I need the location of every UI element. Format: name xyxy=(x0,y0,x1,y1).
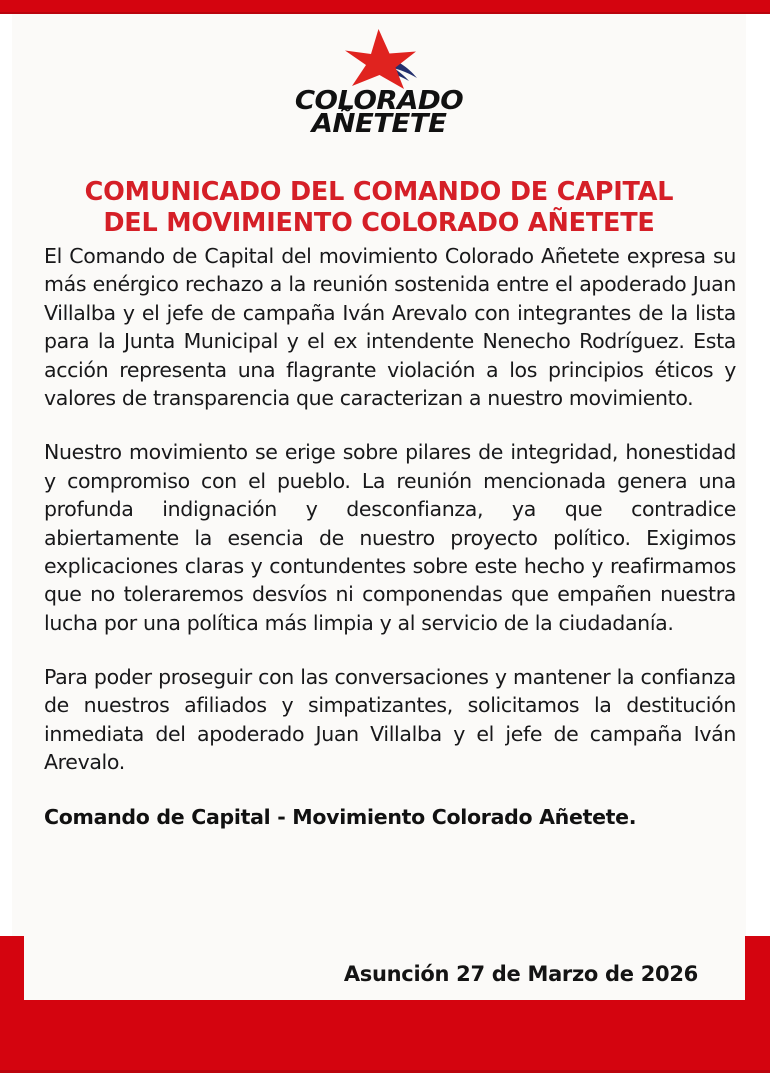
logo-wordmark xyxy=(12,86,746,139)
top-red-band xyxy=(0,0,770,12)
logo-wordmark-line1: COLORADO xyxy=(294,86,464,116)
dateline: Asunción 27 de Marzo de 2026 xyxy=(343,962,698,986)
brand-logo xyxy=(12,26,746,144)
bottom-red-band-shadow xyxy=(0,1070,770,1073)
statement-paragraph-2: Nuestro movimiento se erige sobre pilares de integridad, honestidad y compromiso con el pueblo. La reunión mencionada genera una profunda indignación y desconfianza, ya que contradice abiertamente la esencia de nuestro proyecto político. Exigimos explicaciones claras y contundentes sobre este hecho y reafirmamos que no toleraremos desvíos ni componendas que empañen nuestra lucha por una política más limpia y al servicio de la ciudadanía. xyxy=(44,440,736,635)
logo-wordmark-line2: AÑETETE xyxy=(311,108,447,139)
star-swoosh-icon xyxy=(304,26,454,94)
page-title-line1: COMUNICADO DEL COMANDO DE CAPITAL xyxy=(84,177,674,208)
document-sheet xyxy=(12,14,746,1000)
statement-signature: Comando de Capital - Movimiento Colorado Añetete. xyxy=(44,804,637,829)
page-title-line2: DEL MOVIMIENTO COLORADO AÑETETE xyxy=(103,208,655,239)
statement-paragraph-3: Para poder proseguir con las conversaciones y mantener la confianza de nuestros afiliados y simpatizantes, solicitamos la destitución inmediata del apoderado Juan Villalba y el jefe de campaña Iván Arevalo. xyxy=(44,665,736,775)
logo-emblem xyxy=(304,26,454,94)
red-star-icon xyxy=(345,29,416,89)
statement-paragraph-1: El Comando de Capital del movimiento Colorado Añetete expresa su más enérgico rechazo a la reunión sostenida entre el apoderado Juan Villalba y el jefe de campaña Iván Arevalo con integrantes de la lista para la Junta Municipal y el ex intendente Nenecho Rodríguez. Esta acción representa una flagrante violación a los principios éticos y valores de transparencia que caracterizan a nuestro movimiento. xyxy=(44,244,736,410)
statement-body xyxy=(44,242,736,831)
bottom-red-band xyxy=(0,1000,770,1072)
page-title xyxy=(42,177,716,239)
